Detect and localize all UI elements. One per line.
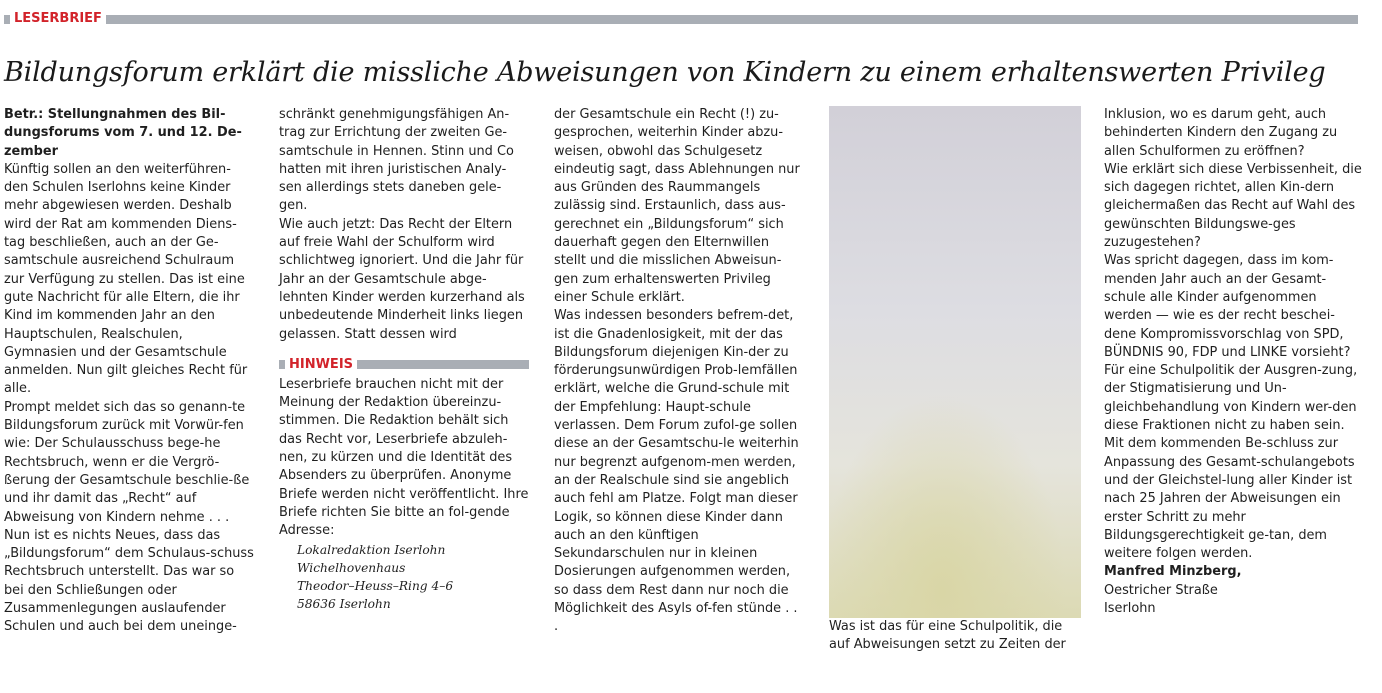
paragraph: Was indessen besonders befrem-det, ist die Gnadenlosigkeit, mit der das Bildungsforum diejenigen Kin-der zu förderungsunwürdigen Prob-lemfällen erklärt, welche die Grund-schule mit der Empfehlung: Haupt-schule verlassen. Dem Forum zufol-ge sollen diese an der Gesamtschu-le weiterhin nur begrenzt aufgenom-men werden, an der Realschule sind sie angeblich auch fehl am Platze. Folgt man dieser Logik, so können diese Kinder dann auch an den künftigen Sekundarschulen nur in kleinen Dosierungen aufgenommen werden, so dass dem Rest dann nur noch die Möglichkeit des Asyls of-fen stünde . . .: [554, 308, 799, 635]
letter-subject: Betr.: Stellungnahmen des Bil-dungsforums vom 7. und 12. De-zember: [4, 107, 242, 159]
column-3: [554, 106, 804, 637]
column-5: [1104, 106, 1364, 618]
column-4: [829, 106, 1081, 655]
headline: Bildungsforum erklärt die missliche Abweisungen von Kindern zu einem erhaltenswerten Privileg: [4, 57, 1326, 88]
address-line: Theodor–Heuss–Ring 4–6: [297, 579, 454, 594]
paragraph: Wie erklärt sich diese Verbissenheit, die sich dagegen richtet, allen Kin-dern gleichermaßen das Recht auf Wahl des gewünschten Bildungswe-ges zuzugestehen?: [1104, 161, 1362, 251]
paragraph: Künftig sollen an den weiterführen-den Schulen Iserlohns keine Kinder mehr abgewiesen werden. Deshalb wird der Rat am kommenden Diens-tag beschließen, auch an der Ge-samtschule ausreichend Schulraum zur Verfügung zu stellen. Das ist eine gute Nachricht für alle Eltern, die ihr Kind im kommenden Jahr an den Hauptschulen, Realschulen, Gymnasien und der Gesamtschule anmelden. Nun gilt gleiches Recht für alle.: [4, 161, 248, 397]
kicker-square: [4, 15, 10, 24]
address-line: Wichelhovenhaus: [297, 560, 406, 575]
notice-bar: [357, 360, 529, 369]
column-1: [4, 106, 254, 637]
paragraph: Wie auch jetzt: Das Recht der Eltern auf freie Wahl der Schulform wird schlichtweg ignoriert. Und die Jahr für Jahr an der Gesamtschule abge-lehnten Kinder werden kurzerhand als unbedeutende Minderheit links liegen gelassen. Statt dessen wird: [279, 216, 525, 342]
paragraph: Inklusion, wo es darum geht, auch behinderten Kindern den Zugang zu allen Schulformen zu eröffnen?: [1104, 107, 1338, 159]
column-2: [279, 106, 529, 614]
paragraph: Für eine Schulpolitik der Ausgren-zung, der Stigmatisierung und Un-gleichbehandlung von Kindern wer-den diese Fraktionen nicht zu haben sein. Mit dem kommenden Be-schluss zur Anpassung des Gesamt-schulangebots und der Gleichstel-lung aller Kinder ist nach 25 Jahren der Abweisungen ein erster Schritt zu mehr Bildungsgerechtigkeit ge-tan, dem weitere folgen werden.: [1104, 363, 1358, 562]
kicker-bar: [106, 15, 1358, 24]
paragraph: schränkt genehmigungsfähigen An-trag zur Errichtung der zweiten Ge-samtschule in Hennen. Stinn und Co hatten mit ihren juristischen Analy-sen allerdings stets daneben gele-gen.: [279, 107, 514, 214]
notice-square: [279, 360, 285, 369]
section-kicker: [4, 12, 1358, 26]
kicker-label: LESERBRIEF: [14, 11, 102, 26]
paragraph: der Gesamtschule ein Recht (!) zu-gesprochen, weiterhin Kinder abzu-weisen, obwohl das Schulgesetz eindeutig sagt, dass Ablehnungen nur aus Gründen des Raummangels zulässig sind. Erstaunlich, dass aus-gerechnet ein „Bildungsforum“ sich dauerhaft gegen den Elternwillen stellt und die misslichen Abweisun-gen zum erhaltenswerten Privileg einer Schule erklärt.: [554, 107, 800, 305]
address-line: Lokalredaktion Iserlohn: [297, 542, 446, 557]
author-city: Iserlohn: [1104, 601, 1156, 617]
paragraph: Was spricht dagegen, dass im kom-menden Jahr auch an der Gesamt-schule alle Kinder aufgenommen werden — wie es der recht beschei-dene Kompromissvorschlag von SPD, BÜNDNIS 90, FDP und LINKE vorsieht?: [1104, 253, 1351, 360]
address-line: 58636 Iserlohn: [297, 597, 391, 612]
notice-text: Leserbriefe brauchen nicht mit der Meinung der Redaktion übereinzu-stimmen. Die Redaktion behält sich das Recht vor, Leserbriefe abzuleh-nen, zu kürzen und die Identität des Absenders zu überprüfen. Anonyme Briefe werden nicht veröffentlicht. Ihre Briefe richten Sie bitte an fol-gende Adresse:: [279, 376, 529, 539]
paragraph: Prompt meldet sich das so genann-te Bildungsforum zurück mit Vorwür-fen wie: Der Schulausschuss bege-he Rechtsbruch, wenn er die Vergrö-ßerung der Gesamtschule beschlie-ße und ihr damit das „Recht“ auf Abweisung von Kindern nehme . . . Nun ist es nichts Neues, dass das „Bildungsforum“ dem Schulaus-schuss Rechtsbruch unterstellt. Das war so bei den Schließungen oder Zusammenlegungen auslaufender Schulen und auch bei dem uneinge-: [4, 399, 254, 635]
author-street: Oestricher Straße: [1104, 582, 1218, 598]
paragraph: Was ist das für eine Schulpolitik, die auf Abweisungen setzt zu Zeiten der: [829, 619, 1066, 653]
notice-header: [279, 358, 529, 372]
author-name: Manfred Minzberg,: [1104, 564, 1242, 580]
notice-label: HINWEIS: [289, 356, 354, 372]
photo-placeholder: [829, 106, 1081, 618]
